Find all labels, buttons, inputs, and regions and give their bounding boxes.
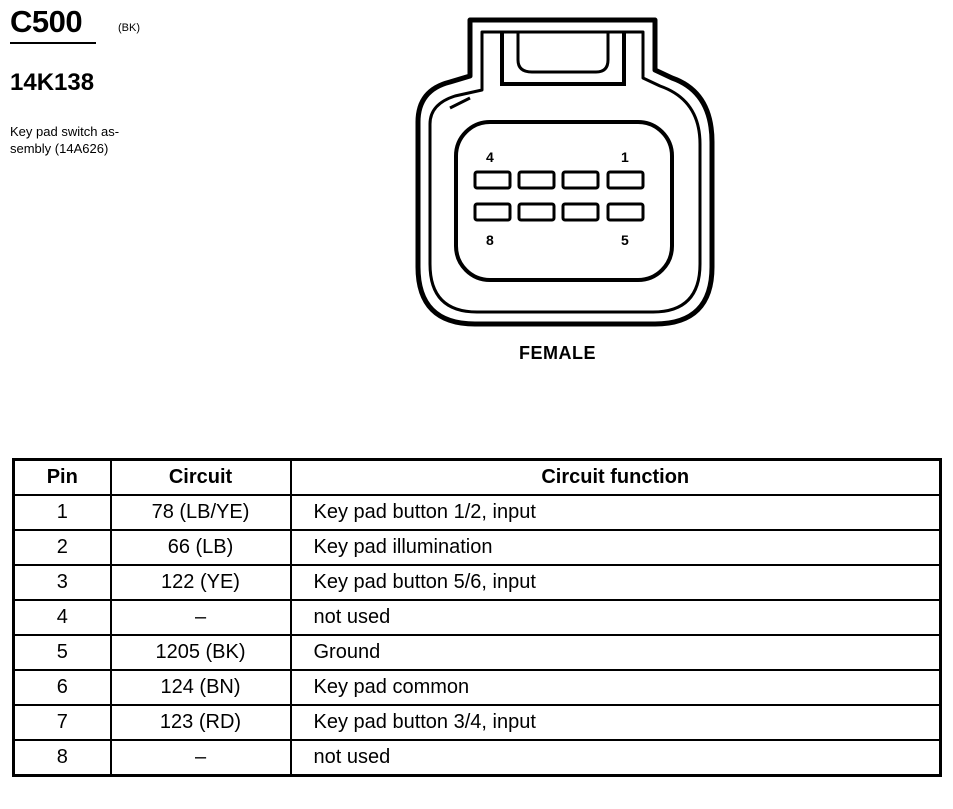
pin-cell: 7 <box>14 705 111 740</box>
function-cell: Key pad button 3/4, input <box>291 705 941 740</box>
table-row <box>14 495 941 530</box>
connector-latch-tab <box>518 32 608 72</box>
pin-label-top-left: 4 <box>486 149 494 165</box>
pin-cavity <box>563 204 598 220</box>
table-row <box>14 740 941 776</box>
function-cell: not used <box>291 600 941 635</box>
circuit-cell: 1205 (BK) <box>111 635 291 670</box>
function-cell: Key pad common <box>291 670 941 705</box>
pin-label-bottom-left: 8 <box>486 232 494 248</box>
table-row <box>14 635 941 670</box>
table-header-row <box>14 460 941 496</box>
title-underline <box>10 42 96 44</box>
table-row <box>14 530 941 565</box>
pin-cell: 6 <box>14 670 111 705</box>
pin-cell: 4 <box>14 600 111 635</box>
table-row <box>14 670 941 705</box>
function-cell: not used <box>291 740 941 776</box>
pin-cavity <box>475 204 510 220</box>
header-circuit-function: Circuit function <box>291 460 941 496</box>
connector-id: C500 <box>10 4 83 39</box>
connector-gender-label: FEMALE <box>519 343 596 363</box>
component-description <box>10 123 180 157</box>
function-cell: Key pad button 1/2, input <box>291 495 941 530</box>
pin-cavity <box>608 204 643 220</box>
pinout-table <box>12 458 942 777</box>
pin-cavity <box>608 172 643 188</box>
table-row <box>14 705 941 740</box>
circuit-cell: 123 (RD) <box>111 705 291 740</box>
circuit-cell: – <box>111 740 291 776</box>
connector-face-diagram <box>410 12 720 332</box>
function-cell: Key pad button 5/6, input <box>291 565 941 600</box>
pin-cavity <box>475 172 510 188</box>
pin-cavity <box>519 172 554 188</box>
connector-latch <box>502 32 624 84</box>
header-pin: Pin <box>14 460 111 496</box>
pin-cavity <box>563 172 598 188</box>
pin-cell: 2 <box>14 530 111 565</box>
circuit-cell: – <box>111 600 291 635</box>
pin-cell: 3 <box>14 565 111 600</box>
table-row <box>14 600 941 635</box>
table-row <box>14 565 941 600</box>
circuit-cell: 124 (BN) <box>111 670 291 705</box>
pin-label-bottom-right: 5 <box>621 232 629 248</box>
pin-cavities <box>475 172 643 220</box>
header-circuit: Circuit <box>111 460 291 496</box>
pin-cell: 5 <box>14 635 111 670</box>
function-cell: Ground <box>291 635 941 670</box>
circuit-cell: 66 (LB) <box>111 530 291 565</box>
pin-label-top-right: 1 <box>621 149 629 165</box>
connector-cavity-face <box>456 122 672 280</box>
description-line-2: sembly (14A626) <box>10 141 109 156</box>
connector-color: (BK) <box>118 22 140 34</box>
pin-cell: 8 <box>14 740 111 776</box>
pin-cell: 1 <box>14 495 111 530</box>
pin-cavity <box>519 204 554 220</box>
circuit-cell: 122 (YE) <box>111 565 291 600</box>
part-number: 14K138 <box>10 69 95 96</box>
circuit-cell: 78 (LB/YE) <box>111 495 291 530</box>
function-cell: Key pad illumination <box>291 530 941 565</box>
description-line-1: Key pad switch as- <box>10 124 120 139</box>
